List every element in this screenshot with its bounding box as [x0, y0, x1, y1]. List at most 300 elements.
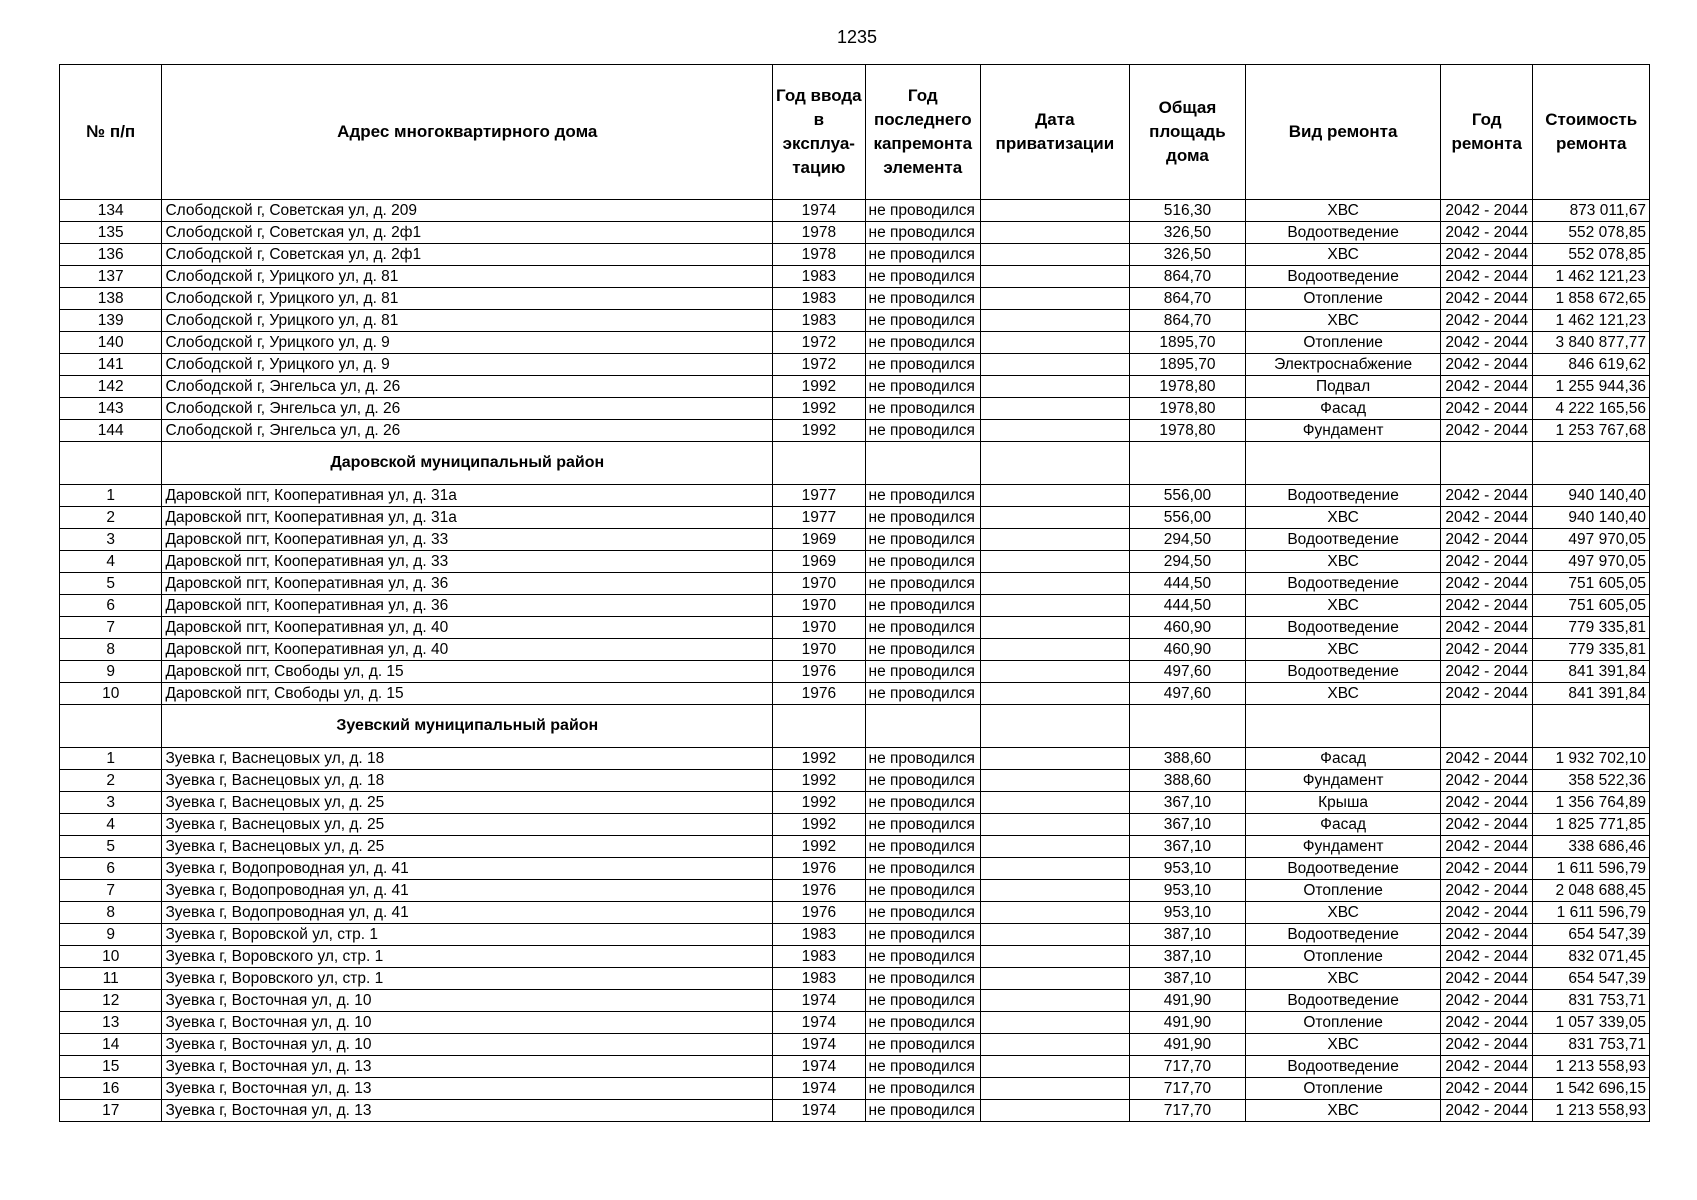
cell-area: 556,00: [1129, 485, 1246, 507]
cell-year-built: 1974: [773, 1056, 865, 1078]
cell-area: 444,50: [1129, 595, 1246, 617]
cell-address: Зуевка г, Васнецовых ул, д. 25: [162, 836, 773, 858]
cell-repair-type: Подвал: [1246, 376, 1441, 398]
cell-num: 10: [60, 946, 162, 968]
cell-year-built: 1977: [773, 507, 865, 529]
cell-repair-year: 2042 - 2044: [1441, 573, 1533, 595]
cell-last-repair: не проводился: [865, 792, 981, 814]
cell-area: 387,10: [1129, 968, 1246, 990]
table-row: [60, 529, 1650, 551]
header-year-built: Год ввода в эксплуа-тацию: [773, 65, 865, 200]
cell-privatization: [981, 1034, 1130, 1056]
cell-year-built: [773, 705, 865, 748]
cell-privatization: [981, 880, 1130, 902]
cell-area: 460,90: [1129, 639, 1246, 661]
cell-privatization: [981, 266, 1130, 288]
cell-cost: 1 858 672,65: [1533, 288, 1650, 310]
cell-cost: 1 611 596,79: [1533, 858, 1650, 880]
cell-area: 367,10: [1129, 836, 1246, 858]
cell-last-repair: не проводился: [865, 332, 981, 354]
cell-area: 491,90: [1129, 990, 1246, 1012]
cell-privatization: [981, 1056, 1130, 1078]
cell-num: 142: [60, 376, 162, 398]
cell-cost: 1 213 558,93: [1533, 1056, 1650, 1078]
cell-year-built: 1969: [773, 529, 865, 551]
cell-cost: 940 140,40: [1533, 485, 1650, 507]
cell-privatization: [981, 485, 1130, 507]
table-row: [60, 1078, 1650, 1100]
table-row: [60, 551, 1650, 573]
cell-privatization: [981, 946, 1130, 968]
cell-repair-year: 2042 - 2044: [1441, 1056, 1533, 1078]
cell-repair-year: 2042 - 2044: [1441, 485, 1533, 507]
section-row: [60, 705, 1650, 748]
cell-address: Слободской г, Урицкого ул, д. 9: [162, 332, 773, 354]
cell-area: 491,90: [1129, 1034, 1246, 1056]
cell-area: 864,70: [1129, 310, 1246, 332]
cell-privatization: [981, 792, 1130, 814]
cell-num: 2: [60, 770, 162, 792]
cell-last-repair: не проводился: [865, 617, 981, 639]
cell-repair-year: 2042 - 2044: [1441, 792, 1533, 814]
capital-repair-table: [59, 64, 1650, 1122]
cell-num: 6: [60, 595, 162, 617]
cell-address: Зуевка г, Восточная ул, д. 13: [162, 1100, 773, 1122]
cell-repair-year: 2042 - 2044: [1441, 946, 1533, 968]
cell-address: Слободской г, Энгельса ул, д. 26: [162, 376, 773, 398]
cell-num: 1: [60, 748, 162, 770]
cell-num: 16: [60, 1078, 162, 1100]
cell-last-repair: не проводился: [865, 376, 981, 398]
cell-last-repair: не проводился: [865, 990, 981, 1012]
cell-num: 15: [60, 1056, 162, 1078]
cell-cost: 1 542 696,15: [1533, 1078, 1650, 1100]
cell-repair-year: 2042 - 2044: [1441, 924, 1533, 946]
cell-area: 388,60: [1129, 770, 1246, 792]
header-row: [60, 65, 1650, 200]
cell-cost: 552 078,85: [1533, 244, 1650, 266]
cell-address: Зуевка г, Воровского ул, стр. 1: [162, 946, 773, 968]
cell-repair-year: 2042 - 2044: [1441, 1078, 1533, 1100]
cell-privatization: [981, 748, 1130, 770]
table-row: [60, 683, 1650, 705]
cell-last-repair: не проводился: [865, 529, 981, 551]
cell-repair-type: [1246, 442, 1441, 485]
section-row: [60, 442, 1650, 485]
cell-repair-year: 2042 - 2044: [1441, 968, 1533, 990]
cell-last-repair: не проводился: [865, 924, 981, 946]
table-row: [60, 792, 1650, 814]
cell-num: 9: [60, 924, 162, 946]
cell-year-built: 1974: [773, 1012, 865, 1034]
cell-year-built: 1972: [773, 354, 865, 376]
cell-num: 5: [60, 836, 162, 858]
table-row: [60, 814, 1650, 836]
cell-last-repair: не проводился: [865, 485, 981, 507]
cell-address: Зуевка г, Восточная ул, д. 10: [162, 1012, 773, 1034]
cell-area: 497,60: [1129, 683, 1246, 705]
cell-cost: 1 356 764,89: [1533, 792, 1650, 814]
cell-cost: 2 048 688,45: [1533, 880, 1650, 902]
cell-num: 4: [60, 814, 162, 836]
cell-area: 516,30: [1129, 200, 1246, 222]
cell-last-repair: не проводился: [865, 1056, 981, 1078]
cell-address: Даровской пгт, Кооперативная ул, д. 40: [162, 617, 773, 639]
cell-repair-type: ХВС: [1246, 244, 1441, 266]
cell-cost: 831 753,71: [1533, 990, 1650, 1012]
cell-cost: 940 140,40: [1533, 507, 1650, 529]
cell-area: 326,50: [1129, 222, 1246, 244]
cell-area: 1895,70: [1129, 354, 1246, 376]
table-row: [60, 332, 1650, 354]
cell-address: Даровской пгт, Свободы ул, д. 15: [162, 683, 773, 705]
cell-year-built: 1976: [773, 661, 865, 683]
cell-repair-type: ХВС: [1246, 639, 1441, 661]
cell-repair-type: Отопление: [1246, 288, 1441, 310]
cell-address: Зуевка г, Воровской ул, стр. 1: [162, 924, 773, 946]
cell-repair-year: 2042 - 2044: [1441, 288, 1533, 310]
cell-repair-year: 2042 - 2044: [1441, 770, 1533, 792]
cell-cost: 779 335,81: [1533, 617, 1650, 639]
header-cost: Стоимость ремонта: [1533, 65, 1650, 200]
cell-area: 387,10: [1129, 924, 1246, 946]
cell-year-built: 1974: [773, 1100, 865, 1122]
cell-repair-type: Отопление: [1246, 1078, 1441, 1100]
cell-address: Зуевка г, Васнецовых ул, д. 25: [162, 792, 773, 814]
cell-year-built: 1976: [773, 683, 865, 705]
table-row: [60, 222, 1650, 244]
cell-repair-year: 2042 - 2044: [1441, 398, 1533, 420]
table-row: [60, 420, 1650, 442]
table-row: [60, 200, 1650, 222]
cell-address: Зуевка г, Восточная ул, д. 13: [162, 1056, 773, 1078]
cell-area: 717,70: [1129, 1056, 1246, 1078]
cell-repair-type: [1246, 705, 1441, 748]
cell-cost: 338 686,46: [1533, 836, 1650, 858]
cell-year-built: 1970: [773, 595, 865, 617]
cell-repair-type: Фундамент: [1246, 770, 1441, 792]
cell-address: Слободской г, Советская ул, д. 2ф1: [162, 244, 773, 266]
cell-last-repair: не проводился: [865, 551, 981, 573]
cell-repair-type: Водоотведение: [1246, 858, 1441, 880]
cell-address: Слободской г, Урицкого ул, д. 81: [162, 266, 773, 288]
cell-address: Слободской г, Урицкого ул, д. 9: [162, 354, 773, 376]
cell-address: Зуевка г, Васнецовых ул, д. 18: [162, 770, 773, 792]
cell-cost: 497 970,05: [1533, 551, 1650, 573]
cell-repair-year: 2042 - 2044: [1441, 1034, 1533, 1056]
cell-address: Зуевка г, Водопроводная ул, д. 41: [162, 880, 773, 902]
cell-address: Слободской г, Урицкого ул, д. 81: [162, 310, 773, 332]
table-row: [60, 748, 1650, 770]
cell-privatization: [981, 222, 1130, 244]
cell-num: 11: [60, 968, 162, 990]
cell-num: 144: [60, 420, 162, 442]
cell-num: 140: [60, 332, 162, 354]
cell-repair-year: 2042 - 2044: [1441, 639, 1533, 661]
cell-last-repair: не проводился: [865, 310, 981, 332]
cell-repair-year: 2042 - 2044: [1441, 244, 1533, 266]
cell-area: 367,10: [1129, 814, 1246, 836]
cell-repair-year: 2042 - 2044: [1441, 200, 1533, 222]
cell-num: 1: [60, 485, 162, 507]
cell-repair-type: Водоотведение: [1246, 485, 1441, 507]
cell-last-repair: не проводился: [865, 902, 981, 924]
table-row: [60, 244, 1650, 266]
cell-last-repair: не проводился: [865, 770, 981, 792]
table-row: [60, 1100, 1650, 1122]
cell-privatization: [981, 617, 1130, 639]
cell-num: 141: [60, 354, 162, 376]
cell-repair-type: Водоотведение: [1246, 617, 1441, 639]
cell-num: 139: [60, 310, 162, 332]
cell-cost: 751 605,05: [1533, 573, 1650, 595]
cell-last-repair: не проводился: [865, 836, 981, 858]
cell-repair-year: [1441, 442, 1533, 485]
cell-cost: 1 253 767,68: [1533, 420, 1650, 442]
cell-cost: 358 522,36: [1533, 770, 1650, 792]
cell-repair-type: Водоотведение: [1246, 1056, 1441, 1078]
cell-num: 6: [60, 858, 162, 880]
cell-cost: 846 619,62: [1533, 354, 1650, 376]
cell-repair-year: 2042 - 2044: [1441, 880, 1533, 902]
table-row: [60, 946, 1650, 968]
cell-last-repair: не проводился: [865, 814, 981, 836]
table-row: [60, 507, 1650, 529]
cell-repair-type: ХВС: [1246, 1034, 1441, 1056]
cell-last-repair: не проводился: [865, 420, 981, 442]
cell-repair-year: [1441, 705, 1533, 748]
cell-year-built: 1978: [773, 222, 865, 244]
cell-address: Зуевка г, Васнецовых ул, д. 25: [162, 814, 773, 836]
cell-year-built: 1983: [773, 266, 865, 288]
cell-cost: 1 825 771,85: [1533, 814, 1650, 836]
cell-year-built: 1974: [773, 200, 865, 222]
cell-repair-type: ХВС: [1246, 1100, 1441, 1122]
cell-year-built: 1974: [773, 990, 865, 1012]
cell-repair-type: Фундамент: [1246, 420, 1441, 442]
cell-year-built: 1970: [773, 573, 865, 595]
cell-year-built: 1992: [773, 770, 865, 792]
cell-repair-year: 2042 - 2044: [1441, 332, 1533, 354]
table-row: [60, 310, 1650, 332]
header-num: № п/п: [60, 65, 162, 200]
cell-cost: [1533, 705, 1650, 748]
cell-privatization: [981, 814, 1130, 836]
header-repair-year: Год ремонта: [1441, 65, 1533, 200]
cell-year-built: 1970: [773, 617, 865, 639]
cell-last-repair: не проводился: [865, 880, 981, 902]
cell-repair-type: ХВС: [1246, 551, 1441, 573]
cell-privatization: [981, 420, 1130, 442]
cell-last-repair: не проводился: [865, 946, 981, 968]
section-title: Зуевский муниципальный район: [162, 705, 773, 748]
cell-last-repair: [865, 705, 981, 748]
cell-last-repair: не проводился: [865, 507, 981, 529]
cell-year-built: 1992: [773, 376, 865, 398]
cell-area: 444,50: [1129, 573, 1246, 595]
cell-num: 137: [60, 266, 162, 288]
table-row: [60, 990, 1650, 1012]
cell-address: Зуевка г, Восточная ул, д. 10: [162, 990, 773, 1012]
cell-num: 135: [60, 222, 162, 244]
cell-last-repair: не проводился: [865, 683, 981, 705]
table-row: [60, 398, 1650, 420]
cell-num: 4: [60, 551, 162, 573]
table-row: [60, 836, 1650, 858]
cell-privatization: [981, 990, 1130, 1012]
cell-repair-type: ХВС: [1246, 595, 1441, 617]
cell-num: 9: [60, 661, 162, 683]
cell-repair-year: 2042 - 2044: [1441, 683, 1533, 705]
table-row: [60, 924, 1650, 946]
cell-area: 717,70: [1129, 1078, 1246, 1100]
cell-repair-type: Водоотведение: [1246, 222, 1441, 244]
cell-privatization: [981, 1100, 1130, 1122]
cell-cost: 654 547,39: [1533, 968, 1650, 990]
cell-num: 17: [60, 1100, 162, 1122]
cell-privatization: [981, 595, 1130, 617]
table-row: [60, 639, 1650, 661]
cell-repair-type: ХВС: [1246, 310, 1441, 332]
cell-num: [60, 442, 162, 485]
cell-last-repair: не проводился: [865, 1034, 981, 1056]
table-row: [60, 376, 1650, 398]
cell-address: Даровской пгт, Кооперативная ул, д. 33: [162, 529, 773, 551]
cell-num: 14: [60, 1034, 162, 1056]
cell-cost: 841 391,84: [1533, 683, 1650, 705]
cell-repair-type: Отопление: [1246, 332, 1441, 354]
table-row: [60, 354, 1650, 376]
table-row: [60, 858, 1650, 880]
cell-cost: 1 057 339,05: [1533, 1012, 1650, 1034]
cell-area: [1129, 442, 1246, 485]
cell-num: 138: [60, 288, 162, 310]
cell-num: 136: [60, 244, 162, 266]
table-row: [60, 770, 1650, 792]
cell-privatization: [981, 507, 1130, 529]
cell-year-built: 1992: [773, 836, 865, 858]
cell-privatization: [981, 442, 1130, 485]
cell-area: 556,00: [1129, 507, 1246, 529]
cell-address: Зуевка г, Воровского ул, стр. 1: [162, 968, 773, 990]
cell-repair-year: 2042 - 2044: [1441, 814, 1533, 836]
cell-num: 8: [60, 902, 162, 924]
cell-num: 7: [60, 617, 162, 639]
cell-address: Даровской пгт, Свободы ул, д. 15: [162, 661, 773, 683]
cell-repair-year: 2042 - 2044: [1441, 551, 1533, 573]
table-row: [60, 595, 1650, 617]
cell-year-built: 1983: [773, 288, 865, 310]
table-row: [60, 902, 1650, 924]
cell-cost: 779 335,81: [1533, 639, 1650, 661]
cell-cost: 1 462 121,23: [1533, 266, 1650, 288]
cell-privatization: [981, 661, 1130, 683]
cell-privatization: [981, 200, 1130, 222]
cell-address: Зуевка г, Водопроводная ул, д. 41: [162, 902, 773, 924]
cell-area: 864,70: [1129, 288, 1246, 310]
cell-last-repair: не проводился: [865, 1012, 981, 1034]
cell-year-built: 1972: [773, 332, 865, 354]
cell-area: 294,50: [1129, 551, 1246, 573]
cell-last-repair: не проводился: [865, 266, 981, 288]
cell-last-repair: не проводился: [865, 288, 981, 310]
cell-repair-year: 2042 - 2044: [1441, 1012, 1533, 1034]
page-number: 1235: [836, 27, 878, 47]
cell-year-built: 1974: [773, 1078, 865, 1100]
cell-last-repair: не проводился: [865, 595, 981, 617]
section-title: Даровской муниципальный район: [162, 442, 773, 485]
header-last-repair: Год последнего капремонта элемента: [865, 65, 981, 200]
table-row: [60, 1034, 1650, 1056]
cell-year-built: 1974: [773, 1034, 865, 1056]
cell-area: 1978,80: [1129, 420, 1246, 442]
cell-privatization: [981, 376, 1130, 398]
cell-area: 1895,70: [1129, 332, 1246, 354]
cell-repair-year: 2042 - 2044: [1441, 529, 1533, 551]
cell-privatization: [981, 398, 1130, 420]
cell-area: 460,90: [1129, 617, 1246, 639]
cell-num: 7: [60, 880, 162, 902]
cell-address: Даровской пгт, Кооперативная ул, д. 31а: [162, 485, 773, 507]
cell-address: Зуевка г, Васнецовых ул, д. 18: [162, 748, 773, 770]
cell-area: 497,60: [1129, 661, 1246, 683]
cell-year-built: 1970: [773, 639, 865, 661]
cell-year-built: 1976: [773, 858, 865, 880]
cell-privatization: [981, 573, 1130, 595]
cell-repair-type: Электроснабжение: [1246, 354, 1441, 376]
cell-privatization: [981, 354, 1130, 376]
cell-repair-year: 2042 - 2044: [1441, 617, 1533, 639]
cell-privatization: [981, 924, 1130, 946]
cell-address: Даровской пгт, Кооперативная ул, д. 36: [162, 573, 773, 595]
cell-last-repair: не проводился: [865, 244, 981, 266]
cell-privatization: [981, 310, 1130, 332]
cell-cost: 832 071,45: [1533, 946, 1650, 968]
cell-repair-type: Крыша: [1246, 792, 1441, 814]
cell-year-built: 1977: [773, 485, 865, 507]
cell-privatization: [981, 1012, 1130, 1034]
cell-repair-type: ХВС: [1246, 683, 1441, 705]
cell-repair-year: 2042 - 2044: [1441, 661, 1533, 683]
cell-privatization: [981, 705, 1130, 748]
cell-last-repair: не проводился: [865, 398, 981, 420]
cell-cost: 873 011,67: [1533, 200, 1650, 222]
cell-year-built: 1992: [773, 420, 865, 442]
cell-cost: 1 462 121,23: [1533, 310, 1650, 332]
cell-address: Слободской г, Энгельса ул, д. 26: [162, 398, 773, 420]
cell-privatization: [981, 1078, 1130, 1100]
cell-cost: 552 078,85: [1533, 222, 1650, 244]
cell-repair-year: 2042 - 2044: [1441, 836, 1533, 858]
cell-area: 387,10: [1129, 946, 1246, 968]
cell-year-built: 1983: [773, 946, 865, 968]
cell-privatization: [981, 529, 1130, 551]
cell-num: 8: [60, 639, 162, 661]
cell-last-repair: не проводился: [865, 573, 981, 595]
cell-num: 12: [60, 990, 162, 1012]
cell-num: 13: [60, 1012, 162, 1034]
cell-num: 143: [60, 398, 162, 420]
table-row: [60, 880, 1650, 902]
cell-address: Слободской г, Энгельса ул, д. 26: [162, 420, 773, 442]
cell-address: Зуевка г, Водопроводная ул, д. 41: [162, 858, 773, 880]
cell-num: 3: [60, 792, 162, 814]
cell-repair-type: Водоотведение: [1246, 573, 1441, 595]
cell-year-built: 1969: [773, 551, 865, 573]
cell-repair-year: 2042 - 2044: [1441, 902, 1533, 924]
cell-cost: 3 840 877,77: [1533, 332, 1650, 354]
cell-last-repair: не проводился: [865, 222, 981, 244]
